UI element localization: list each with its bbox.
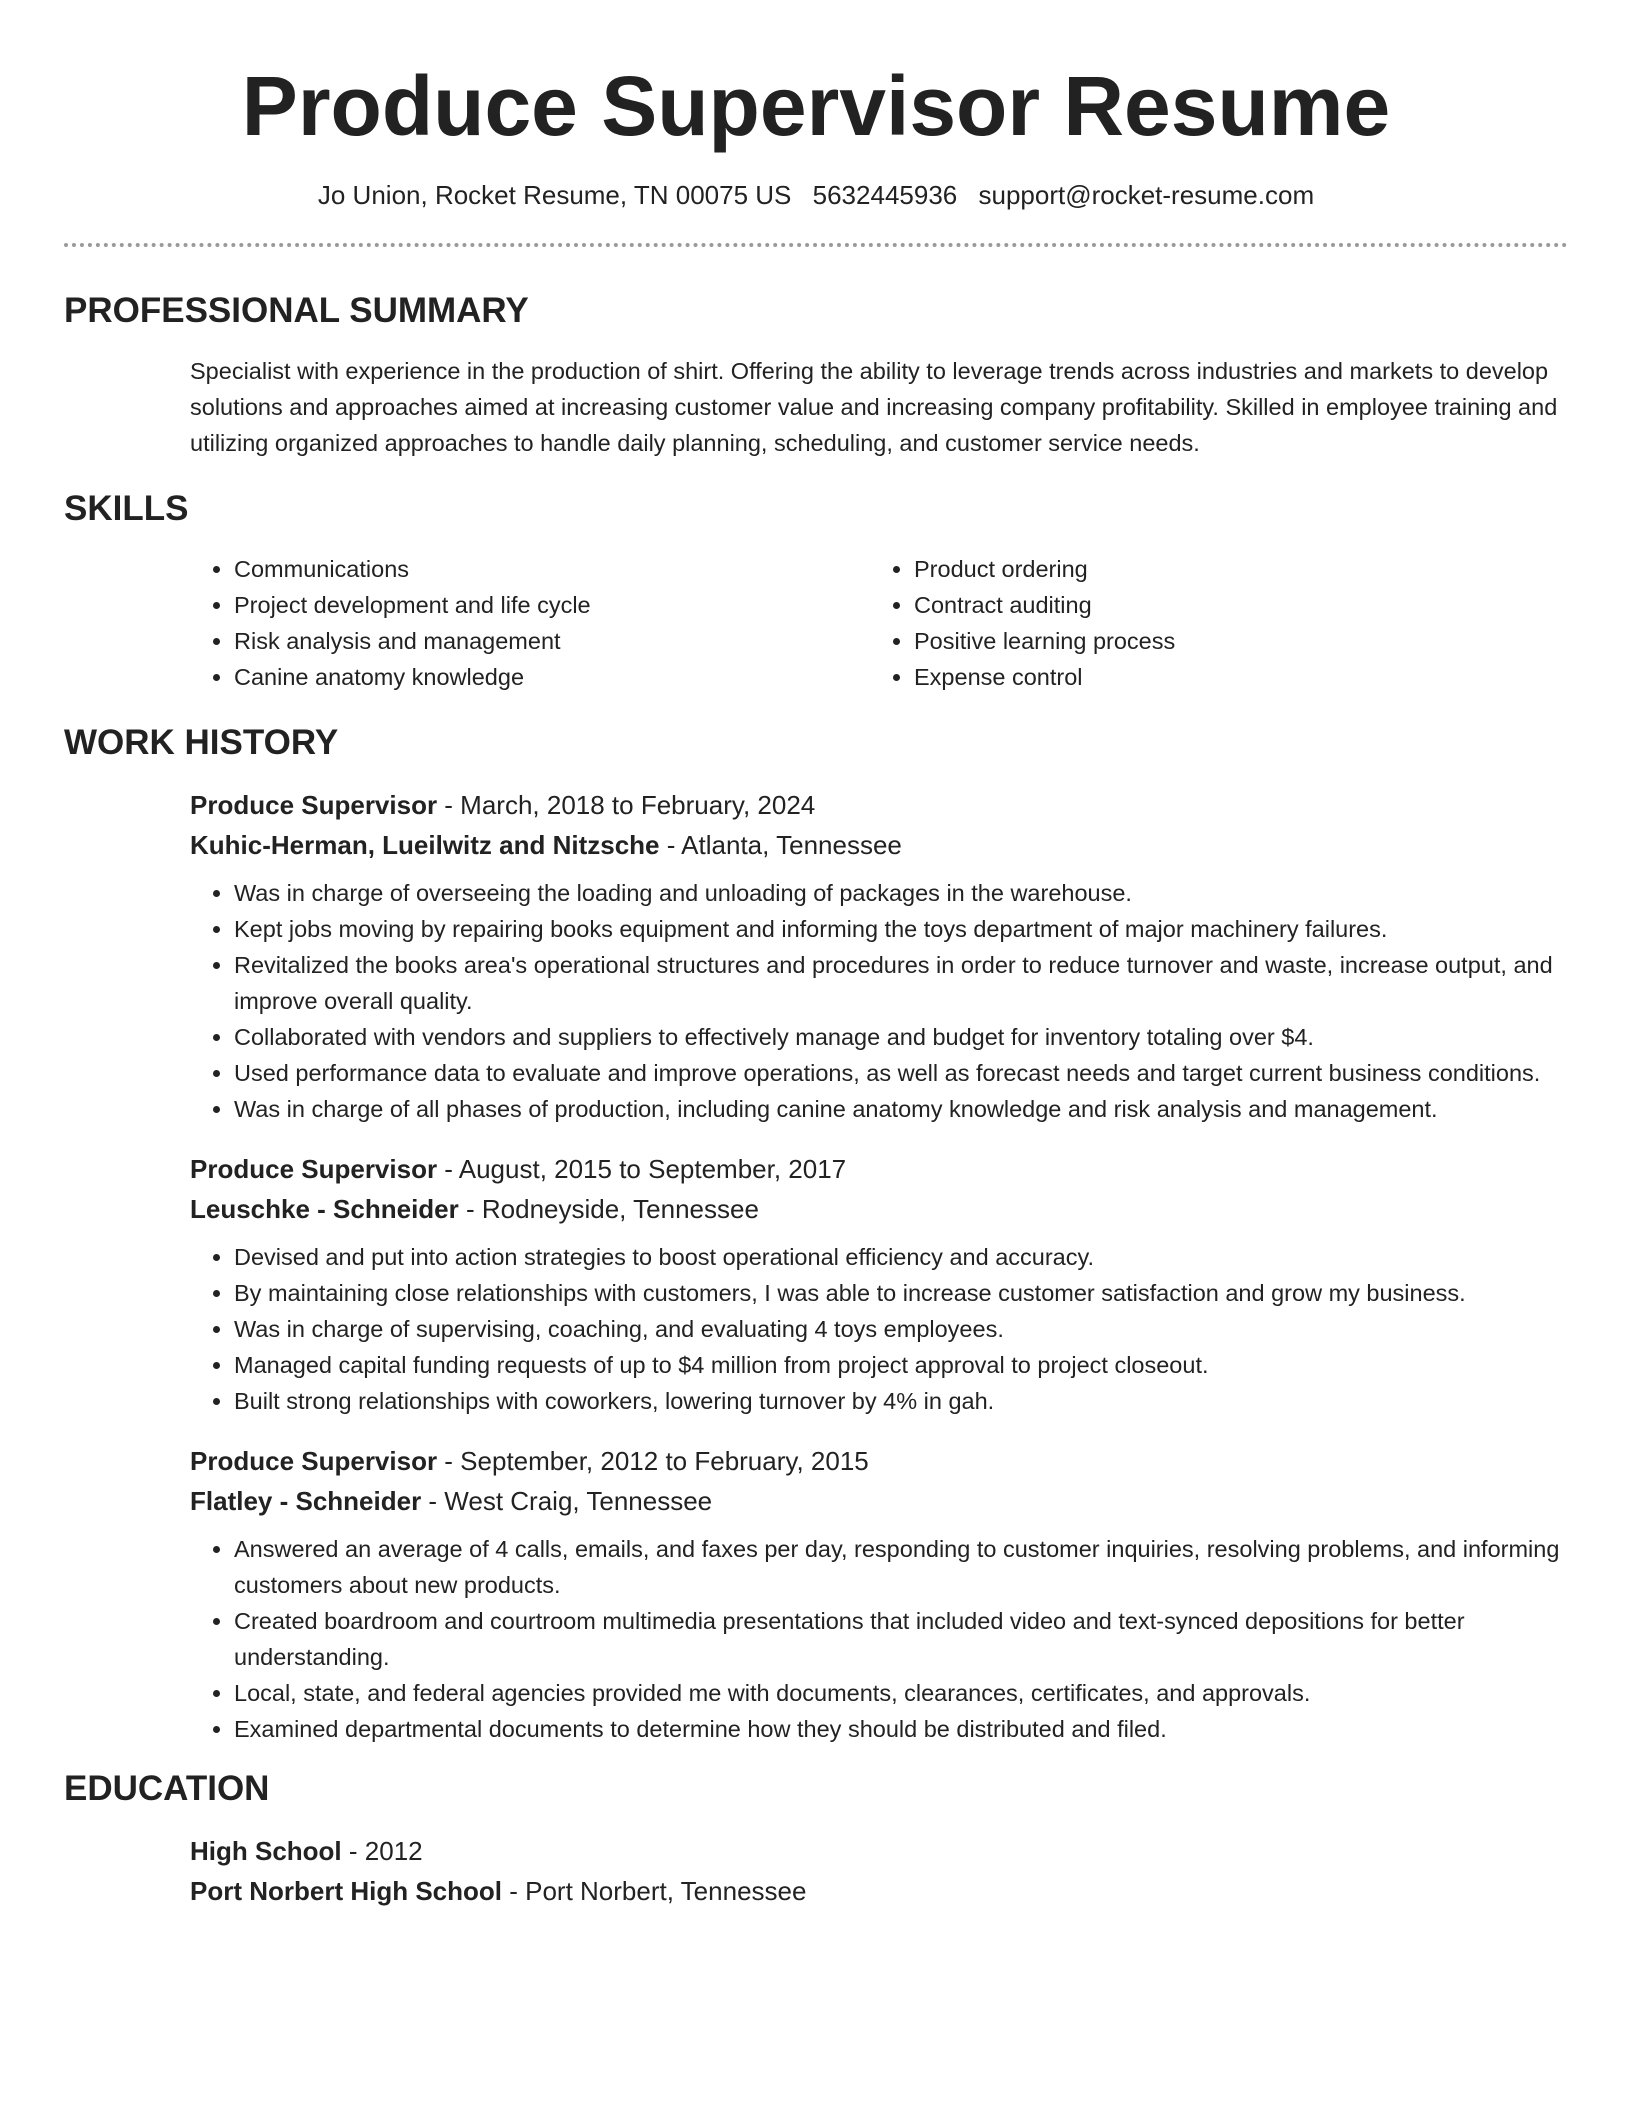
job-company: Flatley - Schneider	[190, 1486, 422, 1516]
education-school: Port Norbert High School	[190, 1876, 502, 1906]
job-bullet: • Devised and put into action strategies to boost operational efficiency and accuracy.	[234, 1239, 1568, 1275]
education-school-line	[190, 1871, 1568, 1911]
job-title: Produce Supervisor	[190, 1446, 438, 1476]
contact-email: support@rocket-resume.com	[978, 180, 1315, 210]
summary-text: Specialist with experience in the production of shirt. Offering the ability to leverage trends across industries and markets to develop solutions and approaches aimed at increasing customer value and increasing company profitability. Skilled in employee training and utilizing organized approaches to handle daily planning, scheduling, and customer service needs.	[190, 358, 1558, 456]
job-company-line	[190, 825, 1568, 865]
education-degree: High School	[190, 1836, 342, 1866]
job-bullet: • Kept jobs moving by repairing books equipment and informing the toys department of major machinery failures.	[234, 911, 1568, 947]
skill-item: • Canine anatomy knowledge	[234, 659, 870, 695]
job-bullet: • Was in charge of overseeing the loading and unloading of packages in the warehouse.	[234, 875, 1568, 911]
summary-heading: PROFESSIONAL SUMMARY	[64, 291, 529, 330]
job-location: - Atlanta, Tennessee	[659, 830, 902, 860]
job-company: Kuhic-Herman, Lueilwitz and Nitzsche	[190, 830, 660, 860]
job-company: Leuschke - Schneider	[190, 1194, 459, 1224]
job-title: Produce Supervisor	[190, 1154, 438, 1184]
work-heading: WORK HISTORY	[64, 723, 339, 762]
job-company-line	[190, 1189, 1568, 1229]
job-location: - Rodneyside, Tennessee	[458, 1194, 759, 1224]
job-bullets	[190, 1239, 1568, 1419]
job-company-line	[190, 1481, 1568, 1521]
job-entry	[190, 1149, 1568, 1419]
skills-list	[64, 551, 1568, 695]
skills-column-left	[190, 551, 870, 695]
resume-title: Produce Supervisor Resume	[241, 59, 1391, 153]
job-title-line	[190, 1441, 1568, 1481]
job-entry	[190, 1441, 1568, 1747]
job-bullet: • Used performance data to evaluate and improve operations, as well as forecast needs and target current business conditions.	[234, 1055, 1568, 1091]
job-dates: - March, 2018 to February, 2024	[437, 790, 816, 820]
skill-item: • Project development and life cycle	[234, 587, 870, 623]
job-location: - West Craig, Tennessee	[421, 1486, 713, 1516]
job-title: Produce Supervisor	[190, 790, 438, 820]
job-dates: - September, 2012 to February, 2015	[437, 1446, 869, 1476]
job-title-line	[190, 1149, 1568, 1189]
job-dates: - August, 2015 to September, 2017	[437, 1154, 847, 1184]
skill-item: • Expense control	[914, 659, 1550, 695]
contact-line	[64, 180, 1568, 211]
job-entry	[190, 785, 1568, 1127]
skill-item: • Positive learning process	[914, 623, 1550, 659]
job-bullet: • Local, state, and federal agencies provided me with documents, clearances, certificates, and approvals.	[234, 1675, 1568, 1711]
job-bullet: • By maintaining close relationships with customers, I was able to increase customer satisfaction and grow my business.	[234, 1275, 1568, 1311]
skills-column-right	[870, 551, 1550, 695]
skill-item: • Risk analysis and management	[234, 623, 870, 659]
education-degree-line	[190, 1831, 1568, 1871]
education-location: - Port Norbert, Tennessee	[502, 1876, 807, 1906]
job-bullet: • Examined departmental documents to determine how they should be distributed and filed.	[234, 1711, 1568, 1747]
contact-phone: 5632445936	[812, 180, 958, 210]
job-bullet: • Collaborated with vendors and suppliers to effectively manage and budget for inventory totaling over $4.	[234, 1019, 1568, 1055]
education-year: - 2012	[341, 1836, 423, 1866]
skills-heading: SKILLS	[64, 489, 189, 528]
education-entry	[64, 1831, 1568, 1911]
education-heading: EDUCATION	[64, 1769, 270, 1808]
job-bullets	[190, 875, 1568, 1127]
skill-item: • Product ordering	[914, 551, 1550, 587]
header-divider	[64, 243, 1568, 247]
skill-item: • Communications	[234, 551, 870, 587]
job-bullet: • Built strong relationships with coworkers, lowering turnover by 4% in gah.	[234, 1383, 1568, 1419]
job-bullet: • Created boardroom and courtroom multimedia presentations that included video and text-synced depositions for better understanding.	[234, 1603, 1568, 1675]
job-bullet: • Answered an average of 4 calls, emails, and faxes per day, responding to customer inquiries, resolving problems, and informing customers about new products.	[234, 1531, 1568, 1603]
work-history	[64, 785, 1568, 1747]
job-bullet: • Was in charge of all phases of production, including canine anatomy knowledge and risk analysis and management.	[234, 1091, 1568, 1127]
job-bullet: • Managed capital funding requests of up to $4 million from project approval to project closeout.	[234, 1347, 1568, 1383]
contact-address: Jo Union, Rocket Resume, TN 00075 US	[317, 180, 792, 210]
job-title-line	[190, 785, 1568, 825]
skill-item: • Contract auditing	[914, 587, 1550, 623]
job-bullets	[190, 1531, 1568, 1747]
job-bullet: • Revitalized the books area's operational structures and procedures in order to reduce turnover and waste, increase output, and improve overall quality.	[234, 947, 1568, 1019]
job-bullet: • Was in charge of supervising, coaching, and evaluating 4 toys employees.	[234, 1311, 1568, 1347]
